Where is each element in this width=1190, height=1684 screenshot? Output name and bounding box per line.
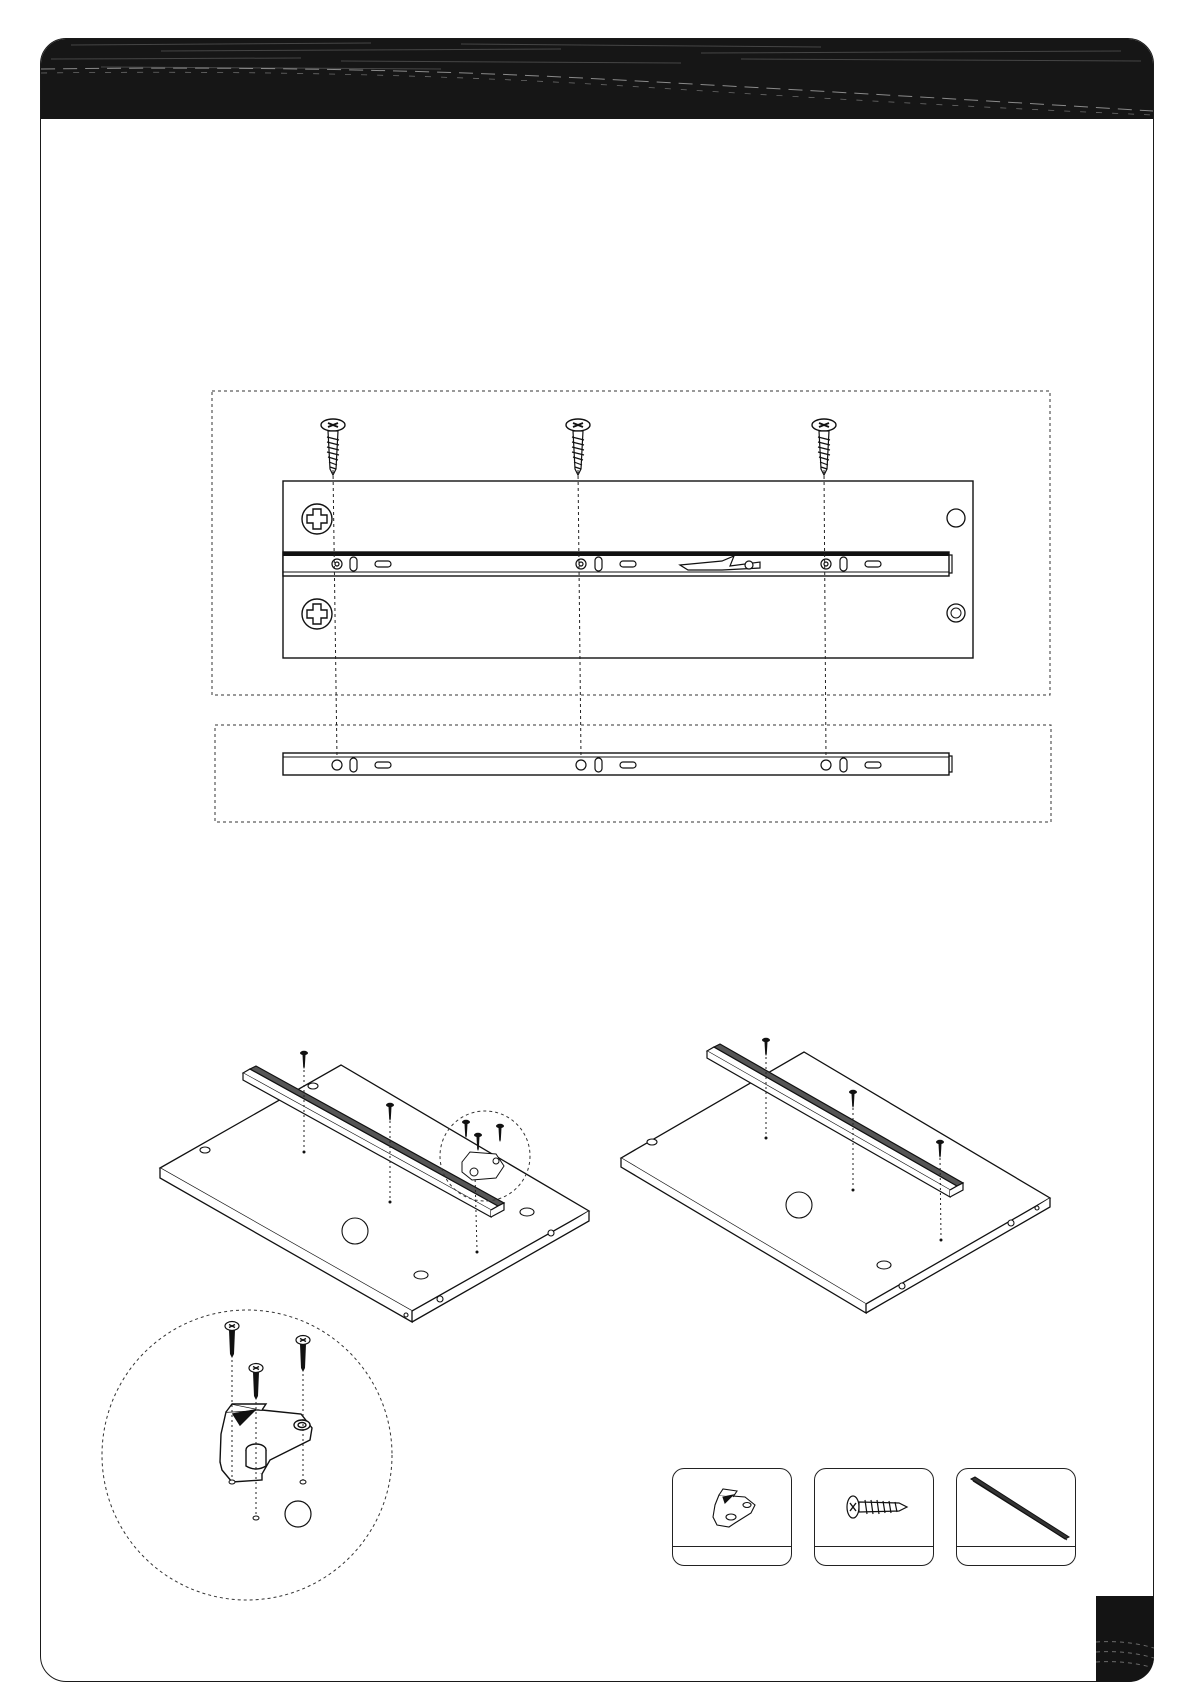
part-card-screw — [814, 1468, 934, 1566]
bracket-clip-icon — [673, 1469, 791, 1545]
rail-icon — [957, 1469, 1075, 1545]
screw-icon — [815, 1469, 933, 1545]
part-count-clip — [673, 1548, 791, 1565]
part-count-rail — [957, 1548, 1075, 1565]
panel-right-top — [621, 1052, 1050, 1304]
part-count-screw — [815, 1548, 933, 1565]
part-card-clip — [672, 1468, 792, 1566]
part-card-rail — [956, 1468, 1076, 1566]
page-corner — [1096, 1596, 1154, 1682]
